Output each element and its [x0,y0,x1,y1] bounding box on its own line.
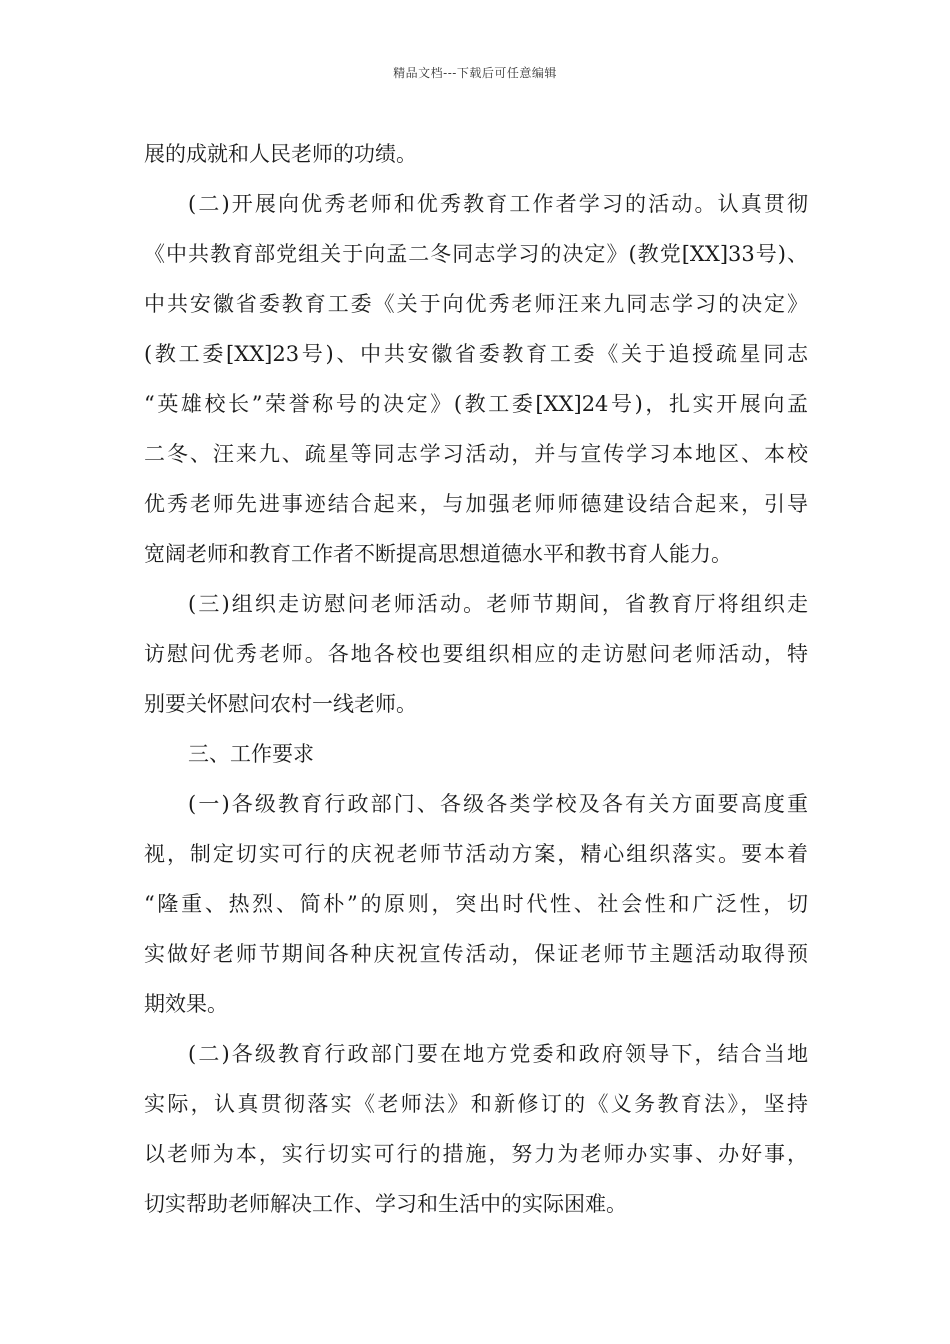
paragraph-line: 实做好老师节期间各种庆祝宣传活动，保证老师节主题活动取得预 [144,942,808,966]
paragraph-line: 宽阔老师和教育工作者不断提高思想道德水平和教书育人能力。 [144,542,732,566]
paragraph-line: 访慰问优秀老师。各地各校也要组织相应的走访慰问老师活动，特 [144,642,808,666]
paragraph-line: 期效果。 [144,992,228,1016]
page-header: 精品文档---下载后可任意编辑 [393,66,557,80]
document-body [144,129,808,1229]
section-heading: 三、工作要求 [188,742,314,766]
paragraph-line: 《中共教育部党组关于向孟二冬同志学习的决定》(教党[XX]33号)、 [144,242,808,266]
paragraph-line: 实际，认真贯彻落实《老师法》和新修订的《义务教育法》，坚持 [144,1092,808,1116]
paragraph-line: 以老师为本，实行切实可行的措施，努力为老师办实事、办好事， [144,1142,808,1166]
paragraph-line: 视，制定切实可行的庆祝老师节活动方案，精心组织落实。要本着 [144,842,808,866]
paragraph-line: 展的成就和人民老师的功绩。 [144,142,417,166]
paragraph-line: “英雄校长”荣誉称号的决定》(教工委[XX]24号)，扎实开展向孟 [144,392,808,416]
paragraph-line: “隆重、热烈、简朴”的原则，突出时代性、社会性和广泛性，切 [144,892,808,916]
paragraph-line: 切实帮助老师解决工作、学习和生活中的实际困难。 [144,1192,627,1216]
paragraph-line: (一)各级教育行政部门、各级各类学校及各有关方面要高度重 [188,792,808,816]
paragraph-line: 二冬、汪来九、疏星等同志学习活动，并与宣传学习本地区、本校 [144,442,808,466]
paragraph-line: 优秀老师先进事迹结合起来，与加强老师师德建设结合起来，引导 [144,492,808,516]
paragraph-line: (二)开展向优秀老师和优秀教育工作者学习的活动。认真贯彻 [188,192,808,216]
paragraph-line: (三)组织走访慰问老师活动。老师节期间，省教育厅将组织走 [188,592,808,616]
paragraph-line: 别要关怀慰问农村一线老师。 [144,692,417,716]
paragraph-line: (教工委[XX]23号)、中共安徽省委教育工委《关于追授疏星同志 [144,342,808,366]
paragraph-line: 中共安徽省委教育工委《关于向优秀老师汪来九同志学习的决定》 [144,292,808,316]
paragraph-line: (二)各级教育行政部门要在地方党委和政府领导下，结合当地 [188,1042,808,1066]
